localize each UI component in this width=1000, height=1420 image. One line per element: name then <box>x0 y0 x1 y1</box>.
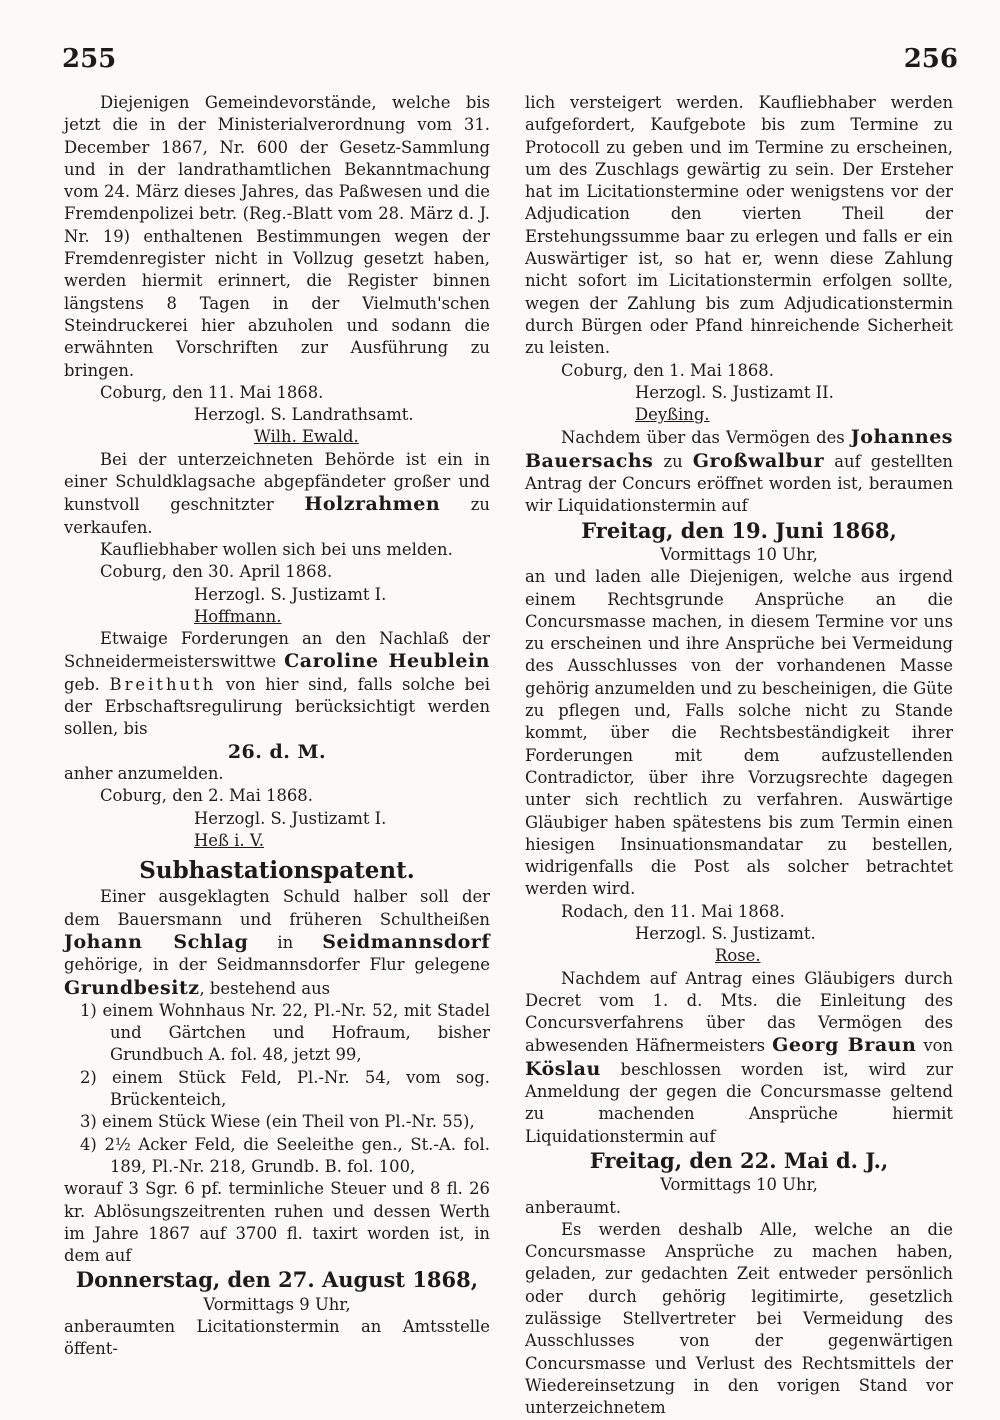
notice-after: anher anzumelden. <box>64 763 224 783</box>
left-column <box>64 92 490 1361</box>
notice-body: Nachdem auf Antrag eines Gläubigers durch Decret vom 1. d. Mts. die Einleitung des Concursverfahrens über das Vermögen des abwesenden Häfnermeisters Georg Braun von Köslau beschlossen worden ist, wird zur Anmeldung der gegen die Concursmasse geltend zu machenden Ansprüche hiermit Liquidationstermin auf <box>525 968 953 1146</box>
notice-holzrahmen <box>64 449 490 628</box>
notice-office: Herzogl. S. Justizamt I. <box>194 584 387 604</box>
property-item: 3) einem Stück Wiese (ein Theil von Pl.-Nr. 55), <box>80 1112 475 1132</box>
notice-signer: Rose. <box>715 946 761 966</box>
notice-office: Herzogl. S. Justizamt. <box>635 923 816 943</box>
notice-signer: Wilh. Ewald. <box>254 427 359 447</box>
person-name: Caroline Heublein <box>284 650 490 673</box>
notice-signer: Hoffmann. <box>194 606 282 626</box>
right-column <box>525 92 953 1420</box>
notice-body: Etwaige Forderungen an den Nachlaß der Schneidermeisterswittwe Caroline Heublein geb. Breithuth von hier sind, falls solche bei der Erbschaftsregulirung berücksichtigt werden sollen, bis <box>64 629 490 739</box>
page-number-left: 255 <box>62 44 117 74</box>
notice-versteigerung-cont <box>525 92 953 426</box>
term-time: Vormittags 10 Uhr, <box>660 544 818 564</box>
notice-body: Diejenigen Gemeindevorstände, welche bis jetzt die in der Ministerialverordnung vom 31. December 1867, Nr. 600 der Gesetz-Sammlung und in der landrathamtlichen Bekanntmachung vom 24. März dieses Jahres, das Paßwesen und die Fremdenpolizei betr. (Reg.-Blatt vom 28. März d. J. Nr. 19) enthaltenen Bestimmungen wegen der Fremdenregister nicht in Vollzug gesetzt haben, werden hiermit erinnert, die Register binnen längstens 8 Tagen in der Vielmuth'schen Steindruckerei hier abzuholen und sodann die erwähnten Vorschriften zur Ausführung zu bringen. <box>64 93 490 380</box>
notice-concurs-braun <box>525 968 953 1420</box>
notice-date: Coburg, den 11. Mai 1868. <box>100 382 324 402</box>
notice-signer: Deyßing. <box>635 405 710 425</box>
person-name: Johannes Bauersachs <box>525 426 953 472</box>
place-name: Großwalbur <box>692 449 825 472</box>
property-item: 1) einem Wohnhaus Nr. 22, Pl.-Nr. 52, mit Stadel und Gärtchen und Hofraum, bisher Grundbuch A. fol. 48, jetzt 99, <box>80 1000 490 1065</box>
notice-fremdenregister <box>64 92 490 449</box>
person-name: Georg Braun <box>772 1034 917 1057</box>
notice-date: Coburg, den 1. Mai 1868. <box>561 360 774 380</box>
page-number-right: 256 <box>903 44 958 74</box>
term-time: Vormittags 10 Uhr, <box>660 1175 818 1195</box>
notice-body: Einer ausgeklagten Schuld halber soll der dem Bauersmann und früheren Schultheißen Johann Schlag in Seidmannsdorf gehörige, in der Seidmannsdorfer Flur gelegene Grundbesitz, bestehend aus <box>64 887 490 999</box>
notice-deadline: 26. d. M. <box>227 740 327 763</box>
notice-body-2: Kaufliebhaber wollen sich bei uns melden. <box>100 539 453 559</box>
place-name: Köslau <box>525 1057 601 1080</box>
notice-body-2: Es werden deshalb Alle, welche an die Concursmasse Ansprüche zu machen haben, geladen, zur gedachten Zeit entweder persönlich oder durch gehörig legitimirte, gesetzlich zulässige Stellvertreter bei Vermeidung des Ausschlusses von der gegenwärtigen Concursmasse und Verlust des Rechtsmittels der Wiedereinsetzung in den vorigen Stand vor unterzeichnetem <box>525 1219 953 1418</box>
property-item: 2) einem Stück Feld, Pl.-Nr. 54, vom sog. Brückenteich, <box>80 1067 490 1110</box>
term-date: Freitag, den 22. Mai d. J., <box>589 1147 889 1173</box>
notice-concurs-bauersachs <box>525 426 953 967</box>
notice-body-2: an und laden alle Diejenigen, welche aus irgend einem Rechtsgrunde Ansprüche an die Concursmasse machen, in diesem Termine vor uns zu erscheinen und ihre Ansprüche bei Vermeidung des Ausschlusses von der vorhandenen Masse gehörig anzumelden und zu bescheinigen, die Güte zu pflegen und, Falls solche nicht zu Stande kommt, über die Rechtsbeständigkeit ihrer Forderungen mit dem aufzustellenden Contradictor, über ihre Vorzugsrechte dagegen unter sich rechtlich zu verfahren. Auswärtige Gläubiger haben spätestens bis zum Termin einen hiesigen Insinuationsmandatar zu bestellen, widrigenfalls die Post als solcher betrachtet werden wird. <box>525 567 953 899</box>
auction-time: Vormittags 9 Uhr, <box>203 1294 351 1314</box>
notice-body: Nachdem über das Vermögen des Johannes Bauersachs zu Großwalbur auf gestellten Antrag der Concurs eröffnet worden ist, beraumen wir Liquidationstermin auf <box>525 426 953 516</box>
section-heading: Subhastationspatent. <box>139 857 415 885</box>
place-name: Seidmannsdorf <box>322 930 490 953</box>
notice-subhastation <box>64 857 490 1361</box>
notice-signer: Heß i. V. <box>194 830 264 850</box>
notice-office: Herzogl. S. Justizamt I. <box>194 808 387 828</box>
notice-body: Bei der unterzeichneten Behörde ist ein in einer Schuldklagsache abgepfändeter großer und kunstvoll geschnitzter Holzrahmen zu verkaufen. <box>64 449 490 537</box>
notice-nachlass <box>64 628 490 852</box>
notice-after: anberaumt. <box>525 1197 622 1217</box>
notice-date: Coburg, den 30. April 1868. <box>100 562 333 582</box>
notice-tail: anberaumten Licitationstermin an Amtsstelle öffent- <box>64 1317 490 1359</box>
auction-date: Donnerstag, den 27. August 1868, <box>75 1267 479 1293</box>
property-item: 4) 2½ Acker Feld, die Seeleithe gen., St.-A. fol. 189, Pl.-Nr. 218, Grundb. B. fol. 100, <box>80 1134 490 1176</box>
item-name: Holzrahmen <box>304 493 441 516</box>
person-name: Johann Schlag <box>64 930 249 953</box>
notice-date: Coburg, den 2. Mai 1868. <box>100 786 313 806</box>
notice-office: Herzogl. S. Justizamt II. <box>635 382 834 402</box>
notice-office: Herzogl. S. Landrathsamt. <box>194 405 414 425</box>
notice-body: lich versteigert werden. Kaufliebhaber werden aufgefordert, Kaufgebote bis zum Termine zu Protocoll zu geben und im Termine zu erscheinen, um des Zuschlags gewärtig zu sein. Der Ersteher hat im Licitationstermine oder wenigstens vor der Adjudication den vierten Theil der Erstehungssumme baar zu erlegen und falls er ein Auswärtiger ist, so hat er, wenn diese Zahlung nicht sofort im Licitationstermin erfolgen sollte, wegen der Zahlung bis zum Adjudicationstermin durch Bürgen oder Pfand hinreichende Sicherheit zu leisten. <box>525 93 953 358</box>
term-date: Freitag, den 19. Juni 1868, <box>581 517 897 543</box>
notice-body-2: worauf 3 Sgr. 6 pf. terminliche Steuer und 8 fl. 26 kr. Ablösungszeitrenten ruhen und dessen Werth im Jahre 1867 auf 3700 fl. taxirt worden ist, in dem auf <box>64 1179 490 1266</box>
notice-date: Rodach, den 11. Mai 1868. <box>561 901 785 921</box>
